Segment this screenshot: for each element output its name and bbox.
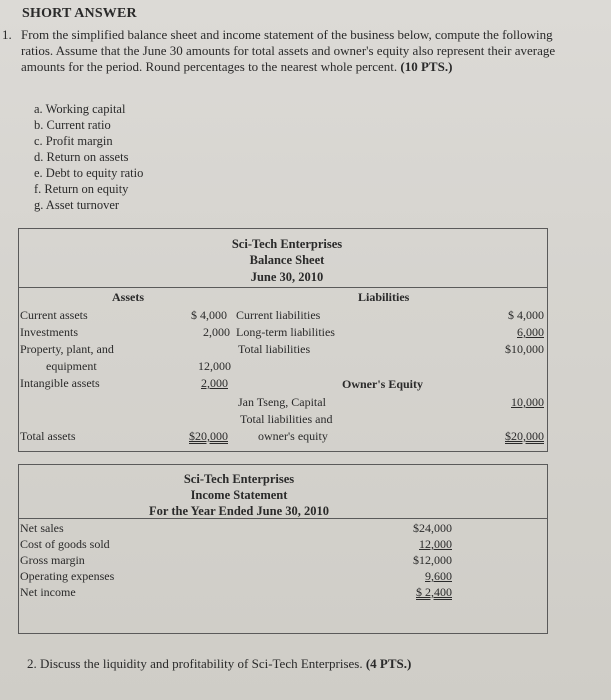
question-text-line-1: From the simplified balance sheet and income statement of the business below, compute the following — [21, 27, 553, 42]
section-heading: SHORT ANSWER — [22, 6, 137, 21]
income-row-label: Net sales — [20, 521, 64, 535]
income-statement-title: Income Statement — [190, 488, 288, 502]
total-liab-equity-value: $20,000 — [505, 429, 544, 443]
liabilities-header: Liabilities — [358, 290, 410, 304]
current-liabilities-value: $ 4,000 — [508, 308, 544, 322]
current-assets-label: Current assets — [20, 308, 88, 322]
intangible-assets-value: 2,000 — [201, 376, 228, 390]
current-assets-value: $ 4,000 — [191, 308, 227, 322]
balance-sheet-company: Sci-Tech Enterprises — [231, 237, 343, 251]
question-points: (10 PTS.) — [400, 59, 453, 74]
intangible-assets-label: Intangible assets — [20, 376, 100, 390]
ppe-value: 12,000 — [198, 359, 231, 373]
income-row-label: Net income — [20, 585, 76, 599]
assets-header: Assets — [112, 290, 144, 304]
income-row-value: $12,000 — [413, 553, 452, 567]
ratio-item-return-on-equity: f. Return on equity — [34, 182, 129, 196]
question-2 — [27, 656, 411, 672]
investments-label: Investments — [20, 325, 78, 339]
income-row-value: $ 2,400 — [416, 585, 452, 599]
total-liabilities-value: $10,000 — [505, 342, 544, 356]
income-row-label: Gross margin — [20, 553, 85, 567]
total-liabilities-label: Total liabilities — [238, 342, 311, 356]
ratio-item-profit-margin: c. Profit margin — [34, 134, 113, 148]
income-statement-period: For the Year Ended June 30, 2010 — [149, 504, 329, 518]
question-text-line-2: ratios. Assume that the June 30 amounts for total assets and owner's equity also represent their average — [21, 43, 556, 58]
question-text-line-3 — [21, 59, 452, 75]
ratio-item-debt-to-equity: e. Debt to equity ratio — [34, 166, 144, 180]
ppe-label-line-1: Property, plant, and — [20, 342, 114, 356]
ratio-item-current-ratio: b. Current ratio — [34, 118, 111, 132]
total-assets-value: $20,000 — [189, 429, 228, 443]
question-2-text: 2. Discuss the liquidity and profitability of Sci-Tech Enterprises. — [27, 656, 363, 671]
capital-label: Jan Tseng, Capital — [238, 395, 326, 409]
income-row-label: Operating expenses — [20, 569, 115, 583]
question-number: 1. — [2, 27, 12, 42]
income-row-value: $24,000 — [413, 521, 452, 535]
income-row-label: Cost of goods sold — [20, 537, 110, 551]
balance-sheet-date: June 30, 2010 — [250, 270, 324, 284]
income-statement-company: Sci-Tech Enterprises — [183, 472, 295, 486]
current-liabilities-label: Current liabilities — [236, 308, 321, 322]
capital-value: 10,000 — [511, 395, 544, 409]
investments-value: 2,000 — [203, 325, 230, 339]
total-assets-label: Total assets — [20, 429, 76, 443]
ppe-label-line-2: equipment — [46, 359, 97, 373]
question-2-points: (4 PTS.) — [365, 656, 412, 671]
income-row-value: 12,000 — [419, 537, 452, 551]
ratio-item-return-on-assets: d. Return on assets — [34, 150, 129, 164]
long-term-liabilities-label: Long-term liabilities — [236, 325, 335, 339]
question-text-line-3-body: amounts for the period. Round percentages to the nearest whole percent. — [21, 59, 398, 74]
ratio-item-working-capital: a. Working capital — [34, 102, 126, 116]
ratio-item-asset-turnover: g. Asset turnover — [34, 198, 120, 212]
balance-sheet-header-rule — [18, 287, 548, 288]
income-row-value: 9,600 — [425, 569, 452, 583]
total-liab-equity-label-line-2: owner's equity — [258, 429, 328, 443]
long-term-liabilities-value: 6,000 — [517, 325, 544, 339]
owners-equity-header: Owner's Equity — [342, 377, 424, 391]
balance-sheet-title: Balance Sheet — [249, 253, 325, 267]
total-liab-equity-label-line-1: Total liabilities and — [240, 412, 333, 426]
